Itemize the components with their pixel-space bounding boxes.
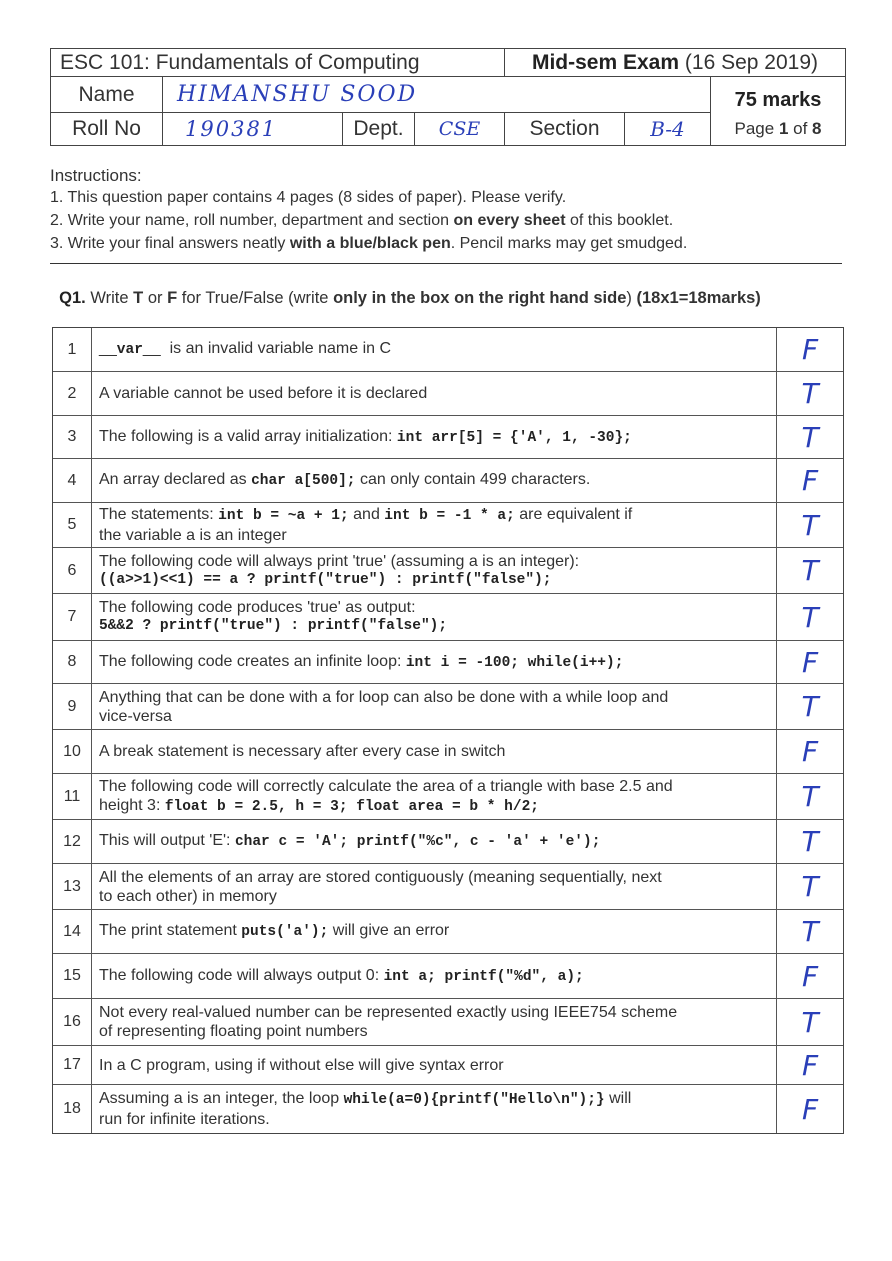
- q1-text-3: for True/False (write: [177, 289, 334, 307]
- code-snippet: ((a>>1)<<1) == a ? printf("true") : printf("false");: [99, 571, 552, 588]
- text-segment: Not every real-valued number can be represented exactly using IEEE754 scheme: [99, 1004, 678, 1021]
- text-segment: and: [348, 506, 385, 523]
- answer-box[interactable]: F: [776, 954, 843, 998]
- question-number: 15: [53, 954, 92, 998]
- question-text: [99, 999, 771, 1045]
- question-text: [99, 910, 771, 953]
- section-value-cell: [625, 113, 711, 145]
- q1-emphasis: only in the box on the right hand side: [333, 289, 627, 307]
- code-snippet: puts('a');: [241, 924, 329, 940]
- table-row: [53, 684, 843, 730]
- instruction-2-tail: of this booklet.: [565, 212, 674, 229]
- question-1-heading: [50, 270, 761, 308]
- table-row: [53, 1085, 843, 1133]
- text-segment: the variable a is an integer: [99, 527, 287, 544]
- roll-number: 190381: [185, 117, 278, 141]
- text-segment: to each other) in memory: [99, 887, 277, 905]
- page-prefix: Page: [734, 119, 779, 138]
- table-row: [53, 503, 843, 548]
- table-row: [53, 910, 843, 954]
- dept-label-cell: [343, 113, 415, 145]
- question-number: 17: [53, 1046, 92, 1084]
- table-row: [53, 1046, 843, 1085]
- answer-box[interactable]: T: [776, 820, 843, 863]
- text-segment: The following code creates an infinite loop:: [99, 652, 406, 670]
- question-number: 14: [53, 910, 92, 953]
- text-segment: A break statement is necessary after every case in switch: [99, 743, 506, 760]
- question-text: [99, 864, 771, 909]
- question-text: [99, 1046, 771, 1084]
- exam-title-cell: [505, 49, 845, 77]
- question-text: [99, 548, 771, 593]
- answer-box[interactable]: F: [776, 328, 843, 371]
- name-label-cell: [51, 77, 163, 113]
- table-row: [53, 641, 843, 684]
- instruction-2-emphasis: on every sheet: [453, 212, 566, 229]
- question-text: [99, 954, 771, 998]
- answer-box[interactable]: T: [776, 416, 843, 458]
- answer-box[interactable]: T: [776, 372, 843, 415]
- text-segment: vice-versa: [99, 707, 172, 725]
- question-number: 5: [53, 503, 92, 547]
- table-row: [53, 999, 843, 1046]
- question-text: [99, 594, 771, 640]
- table-row: [53, 730, 843, 774]
- exam-date: (16 Sep 2019): [684, 50, 818, 74]
- total-marks: 75 marks: [734, 88, 822, 111]
- q1-text-2: or: [143, 289, 168, 307]
- table-row: [53, 372, 843, 416]
- text-segment: The statements:: [99, 506, 219, 523]
- question-number: 7: [53, 594, 92, 640]
- q1-text-4: ): [626, 289, 637, 307]
- question-number: 12: [53, 820, 92, 863]
- section-label-cell: [505, 113, 625, 145]
- answer-box[interactable]: F: [776, 1046, 843, 1084]
- underscore-prefix: __: [99, 340, 117, 357]
- instruction-3-emphasis: with a blue/black pen: [289, 235, 451, 252]
- name-label: Name: [78, 82, 135, 106]
- code-snippet: int i = -100; while(i++);: [405, 654, 624, 671]
- department: CSE: [438, 118, 481, 140]
- course-title: ESC 101: Fundamentals of Computing: [60, 50, 420, 74]
- exam-header-table: [50, 48, 846, 146]
- question-number: 18: [53, 1085, 92, 1133]
- question-text: [99, 459, 771, 502]
- text-segment: A variable cannot be used before it is declared: [99, 385, 428, 402]
- true-false-table: [52, 327, 844, 1134]
- answer-box[interactable]: T: [776, 503, 843, 547]
- text-segment: are equivalent if: [514, 506, 633, 523]
- text-segment: All the elements of an array are stored contiguously (meaning sequentially, next: [99, 868, 662, 886]
- name-value-cell: [163, 77, 711, 113]
- text-segment: In a C program, using if without else will give syntax error: [99, 1056, 504, 1074]
- question-text: [99, 730, 771, 773]
- instruction-1: [50, 189, 566, 207]
- code-snippet: var: [116, 342, 143, 358]
- code-snippet: int b = -1 * a;: [384, 508, 515, 524]
- text-segment: The following code produces 'true' as output:: [99, 599, 416, 616]
- answer-box[interactable]: T: [776, 548, 843, 593]
- text-segment: will: [604, 1090, 632, 1107]
- code-snippet: char c = 'A'; printf("%c", c - 'a' + 'e');: [234, 834, 601, 850]
- page-of: of: [788, 119, 813, 138]
- q1-text-1: Write: [85, 289, 134, 307]
- answer-box[interactable]: T: [776, 999, 843, 1045]
- text-segment: The following is a valid array initialization:: [99, 427, 397, 445]
- q1-true-letter: T: [133, 289, 144, 307]
- q1-false-letter: F: [167, 289, 178, 307]
- table-row: [53, 328, 843, 372]
- exam-title: Mid-sem Exam: [531, 50, 680, 74]
- question-number: 6: [53, 548, 92, 593]
- text-segment: height 3:: [99, 796, 165, 814]
- code-snippet: int a; printf("%d", a);: [383, 968, 584, 985]
- question-number: 2: [53, 372, 92, 415]
- table-row: [53, 594, 843, 641]
- text-segment: Assuming a is an integer, the loop: [99, 1090, 344, 1107]
- text-segment: An array declared as: [99, 471, 252, 488]
- q1-marks: (18x1=18marks): [636, 289, 761, 307]
- question-number: 1: [53, 328, 92, 371]
- student-name: HIMANSHU SOOD: [177, 82, 418, 107]
- question-number: 13: [53, 864, 92, 909]
- question-text: [99, 820, 771, 863]
- question-number: 8: [53, 641, 92, 683]
- question-number: 16: [53, 999, 92, 1045]
- text-segment: The following code will always output 0:: [99, 966, 384, 984]
- question-text: [99, 503, 771, 547]
- page-total: 8: [812, 119, 822, 138]
- text-segment: The following code will correctly calculate the area of a triangle with base 2.5 and: [99, 777, 673, 795]
- table-row: [53, 774, 843, 820]
- question-number: 10: [53, 730, 92, 773]
- marks-cell: [711, 77, 845, 113]
- roll-label-cell: [51, 113, 163, 145]
- instruction-3-text: 3. Write your final answers neatly: [50, 235, 290, 252]
- page-number: 1: [778, 119, 789, 138]
- course-title-cell: [51, 49, 505, 77]
- q1-label: Q1.: [59, 289, 86, 307]
- table-row: [53, 416, 843, 459]
- divider: [50, 263, 842, 264]
- question-text: [99, 774, 771, 819]
- question-text: [99, 684, 771, 729]
- table-row: [53, 864, 843, 910]
- text-segment: This will output 'E':: [99, 832, 235, 849]
- code-snippet: 5&&2 ? printf("true") : printf("false");: [99, 618, 448, 634]
- code-snippet: int arr[5] = {'A', 1, -30};: [396, 429, 632, 446]
- answer-box[interactable]: T: [776, 864, 843, 909]
- question-text: [99, 372, 771, 415]
- instruction-3-tail: . Pencil marks may get smudged.: [450, 235, 688, 252]
- instructions-title: [50, 166, 142, 186]
- answer-box[interactable]: F: [776, 1085, 843, 1133]
- question-number: 11: [53, 774, 92, 819]
- instruction-2-text: 2. Write your name, roll number, department and section: [50, 212, 454, 229]
- question-text: [99, 1085, 771, 1133]
- answer-box[interactable]: T: [776, 774, 843, 819]
- question-number: 9: [53, 684, 92, 729]
- question-number: 4: [53, 459, 92, 502]
- answer-box[interactable]: F: [776, 459, 843, 502]
- question-text: [99, 641, 771, 683]
- answer-box[interactable]: F: [776, 641, 843, 683]
- roll-label: Roll No: [72, 117, 141, 140]
- dept-label: Dept.: [353, 117, 404, 140]
- instruction-2: [50, 212, 673, 230]
- text-segment: of representing floating point numbers: [99, 1023, 368, 1040]
- section-label: Section: [529, 117, 600, 140]
- answer-box[interactable]: F: [776, 730, 843, 773]
- text-segment: can only contain 499 characters.: [355, 471, 591, 488]
- code-snippet: int b = ~a + 1;: [218, 508, 349, 524]
- text-segment: The print statement: [99, 922, 242, 939]
- instructions-title-text: Instructions:: [50, 166, 142, 185]
- instruction-1-text: 1. This question paper contains 4 pages (8 sides of paper). Please verify.: [50, 189, 567, 206]
- question-text: [99, 416, 771, 458]
- table-row: [53, 954, 843, 999]
- table-row: [53, 548, 843, 594]
- text-segment: run for infinite iterations.: [99, 1111, 270, 1128]
- table-row: [53, 820, 843, 864]
- table-row: [53, 459, 843, 503]
- section: B-4: [650, 117, 685, 141]
- text-segment: will give an error: [328, 922, 450, 939]
- code-snippet: char a[500];: [251, 473, 356, 489]
- answer-box[interactable]: T: [776, 910, 843, 953]
- question-number: 3: [53, 416, 92, 458]
- answer-box[interactable]: T: [776, 684, 843, 729]
- code-snippet: float b = 2.5, h = 3; float area = b * h/2;: [164, 798, 539, 815]
- roll-value-cell: [163, 113, 343, 145]
- dept-value-cell: [415, 113, 505, 145]
- text-segment: Anything that can be done with a for loop can also be done with a while loop and: [99, 688, 669, 706]
- instruction-3: [50, 235, 687, 253]
- text-segment: The following code will always print 'true' (assuming a is an integer):: [99, 552, 580, 570]
- text-segment: __ is an invalid variable name in C: [142, 340, 392, 357]
- answer-box[interactable]: T: [776, 594, 843, 640]
- code-snippet: while(a=0){printf("Hello\n");}: [343, 1092, 605, 1108]
- page-number-cell: [711, 113, 845, 145]
- question-text: [99, 328, 771, 371]
